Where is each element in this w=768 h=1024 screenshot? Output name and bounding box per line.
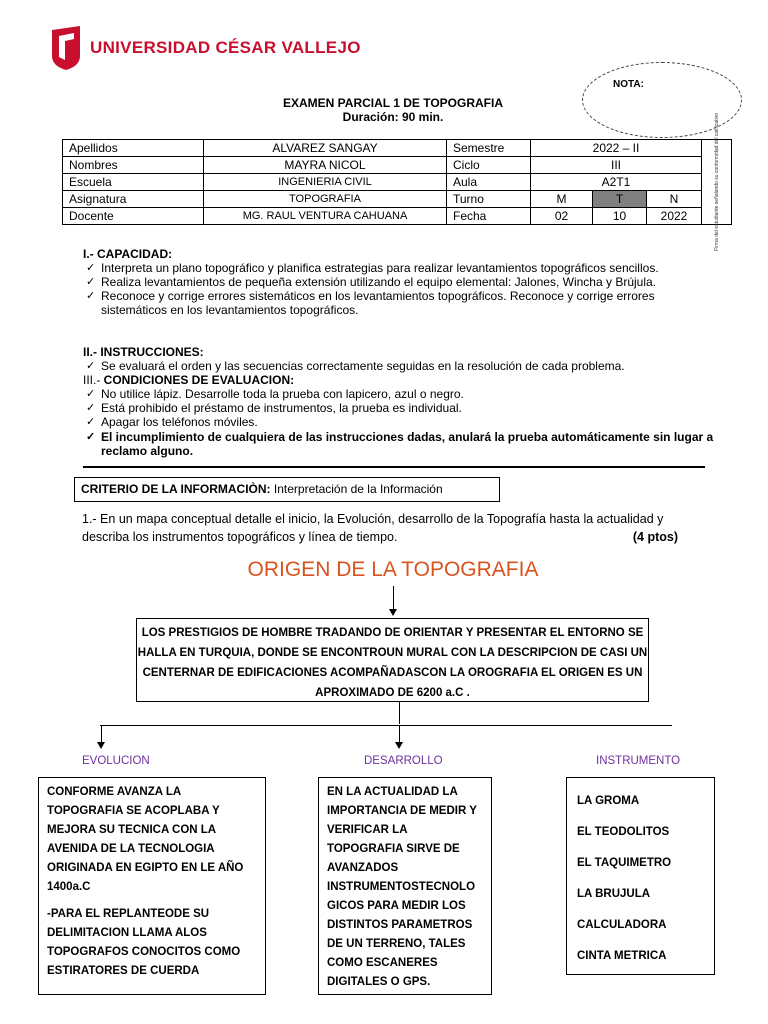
check-icon: ✓ <box>86 290 96 302</box>
arrow-down-icon <box>395 742 403 749</box>
field-value: TOPOGRAFIA <box>204 191 447 208</box>
field-value: A2T1 <box>531 174 702 191</box>
list-item <box>83 401 723 415</box>
warning-text: El incumplimiento de cualquiera de las instrucciones dadas, anulará la prueba automáticamente sin lugar a reclamo alguno. <box>101 430 714 458</box>
check-icon: ✓ <box>86 431 96 443</box>
evolucion-text-1: CONFORME AVANZA LA TOPOGRAFIA SE ACOPLABA Y MEJORA SU TECNICA CON LA AVENIDA DE LA TECNOLOGIA ORIGINADA EN EGIPTO EN LE AÑO 1400a.C <box>47 786 244 893</box>
desarrollo-box <box>318 777 492 995</box>
table-row <box>63 157 732 174</box>
question-points: (4 ptos) <box>632 530 678 544</box>
list-item-text: Realiza levantamientos de pequeña extensión utilizando el equipo elemental: Jalones, Wincha y Brújula. <box>101 275 657 289</box>
table-row <box>63 140 732 157</box>
check-icon: ✓ <box>86 262 96 274</box>
origin-box: LOS PRESTIGIOS DE HOMBRE TRADANDO DE ORIENTAR Y PRESENTAR EL ENTORNO SE HALLA EN TURQUIA, DONDE SE ENCONTROUN MURAL CON LA DESCRIPCION DE CASI UN CENTERNAR DE EDIFICACIONES ACOMPAÑADASCON LA OROGRAFIA EL ORIGEN ES UN APROXIMADO DE 6200 a.C . <box>136 618 649 702</box>
field-label: Turno <box>447 191 531 208</box>
arrow-down-icon <box>389 609 397 616</box>
turno-n: N <box>647 191 702 208</box>
fecha-month: 10 <box>593 208 647 225</box>
section-heading: II.- INSTRUCCIONES: <box>83 345 204 359</box>
check-icon: ✓ <box>86 360 96 372</box>
list-item: LA GROMA <box>577 795 640 807</box>
table-row <box>63 174 732 191</box>
list-item: EL TAQUIMETRO <box>577 857 672 869</box>
check-icon: ✓ <box>86 388 96 400</box>
field-label: Apellidos <box>63 140 204 157</box>
university-name: UNIVERSIDAD CÉSAR VALLEJO <box>90 38 361 57</box>
table-row <box>63 208 732 225</box>
instrumento-box <box>566 777 715 975</box>
field-value: MAYRA NICOL <box>204 157 447 174</box>
university-crest-icon <box>50 26 82 70</box>
list-item <box>83 415 723 429</box>
field-value: INGENIERIA CIVIL <box>204 174 447 191</box>
list-item <box>83 387 723 401</box>
list-item <box>83 359 723 373</box>
field-label: Escuela <box>63 174 204 191</box>
fecha-year: 2022 <box>647 208 702 225</box>
connector-line <box>100 725 672 726</box>
fecha-day: 02 <box>531 208 593 225</box>
instrucciones-section <box>83 345 723 373</box>
criterio-value: Interpretación de la Información <box>270 482 443 496</box>
list-item: LA BRUJULA <box>577 888 651 900</box>
table-row <box>63 191 732 208</box>
university-logo <box>50 26 361 72</box>
list-item-text: Reconoce y corrige errores sistemáticos en los levantamientos topográficos. Reconoce y corrige errores sistemáticos en los levantamientos topográficos. <box>101 289 655 317</box>
branch-label-instrumento: INSTRUMENTO <box>596 755 681 767</box>
field-label: Docente <box>63 208 204 225</box>
turno-t-selected: T <box>593 191 647 208</box>
field-label: Nombres <box>63 157 204 174</box>
warning-item <box>83 430 723 458</box>
signature-note: Firma del estudiante señalando su conformidad del calificativo <box>713 113 720 251</box>
evolucion-box <box>38 777 266 995</box>
condiciones-section <box>83 373 723 458</box>
list-item-text: Se evaluará el orden y las secuencias correctamente seguidas en la resolución de cada problema. <box>101 359 625 373</box>
field-label: Ciclo <box>447 157 531 174</box>
check-icon: ✓ <box>86 402 96 414</box>
signature-cell <box>702 113 732 251</box>
connector-line <box>399 725 400 743</box>
field-value: III <box>531 157 702 174</box>
list-item <box>83 289 723 317</box>
criterio-box <box>74 477 500 502</box>
list-item-text: Interpreta un plano topográfico y planifica estrategias para realizar levantamientos topográficos sencillos. <box>101 261 659 275</box>
criterio-label: CRITERIO DE LA INFORMACIÒN: <box>81 482 271 496</box>
list-item: CALCULADORA <box>577 919 667 931</box>
branch-label-desarrollo: DESARROLLO <box>364 755 443 767</box>
question-1 <box>82 510 692 546</box>
field-value: 2022 – II <box>531 140 702 157</box>
question-text: 1.- En un mapa conceptual detalle el inicio, la Evolución, desarrollo de la Topografía hasta la actualidad y describa los instrumentos topográficos y línea de tiempo. <box>82 512 664 544</box>
check-icon: ✓ <box>86 276 96 288</box>
grade-label: NOTA: <box>613 79 644 90</box>
exam-title: EXAMEN PARCIAL 1 DE TOPOGRAFIA <box>282 96 504 110</box>
list-item <box>83 275 723 289</box>
list-item: EL TEODOLITOS <box>577 826 670 838</box>
field-label: Asignatura <box>63 191 204 208</box>
check-icon: ✓ <box>86 416 96 428</box>
list-item-text: No utilice lápiz. Desarrolle toda la prueba con lapicero, azul o negro. <box>101 387 464 401</box>
field-label: Semestre <box>447 140 531 157</box>
concept-map-title: ORIGEN DE LA TOPOGRAFIA <box>247 558 539 581</box>
field-label: Aula <box>447 174 531 191</box>
branch-label-evolucion: EVOLUCION <box>82 755 150 767</box>
list-item <box>83 261 723 275</box>
list-item: CINTA METRICA <box>577 950 667 962</box>
turno-m: M <box>531 191 593 208</box>
section-number: III.- <box>83 373 104 387</box>
list-item-text: Está prohibido el préstamo de instrumentos, la prueba es individual. <box>101 401 462 415</box>
field-value: ALVAREZ SANGAY <box>204 140 447 157</box>
section-heading: I.- CAPACIDAD: <box>83 247 173 261</box>
section-heading-text: CONDICIONES DE EVALUACION: <box>103 373 295 387</box>
evolucion-text-2: -PARA EL REPLANTEODE SU DELIMITACION LLAMA ALOS TOPOGRAFOS CONOCITOS COMO ESTIRATORES DE CUERDA <box>47 908 241 977</box>
desarrollo-text: EN LA ACTUALIDAD LA IMPORTANCIA DE MEDIR Y VERIFICAR LA TOPOGRAFIA SIRVE DE AVANZADOS INSTRUMENTOSTECNOLO GICOS PARA MEDIR LOS DISTINTOS PARAMETROS DE UN TERRENO, TALES COMO ESCANERES DIGITALES O GPS. <box>327 786 477 988</box>
connector-line <box>399 702 400 724</box>
section-divider <box>83 466 705 468</box>
list-item-text: Apagar los teléfonos móviles. <box>101 415 258 429</box>
connector-line <box>393 586 394 610</box>
exam-duration: Duración: 90 min. <box>342 110 444 124</box>
connector-line <box>101 725 102 743</box>
arrow-down-icon <box>97 742 105 749</box>
capacidad-section <box>83 247 723 317</box>
field-label: Fecha <box>447 208 531 225</box>
field-value: MG. RAUL VENTURA CAHUANA <box>204 208 447 225</box>
section-heading <box>83 373 723 387</box>
